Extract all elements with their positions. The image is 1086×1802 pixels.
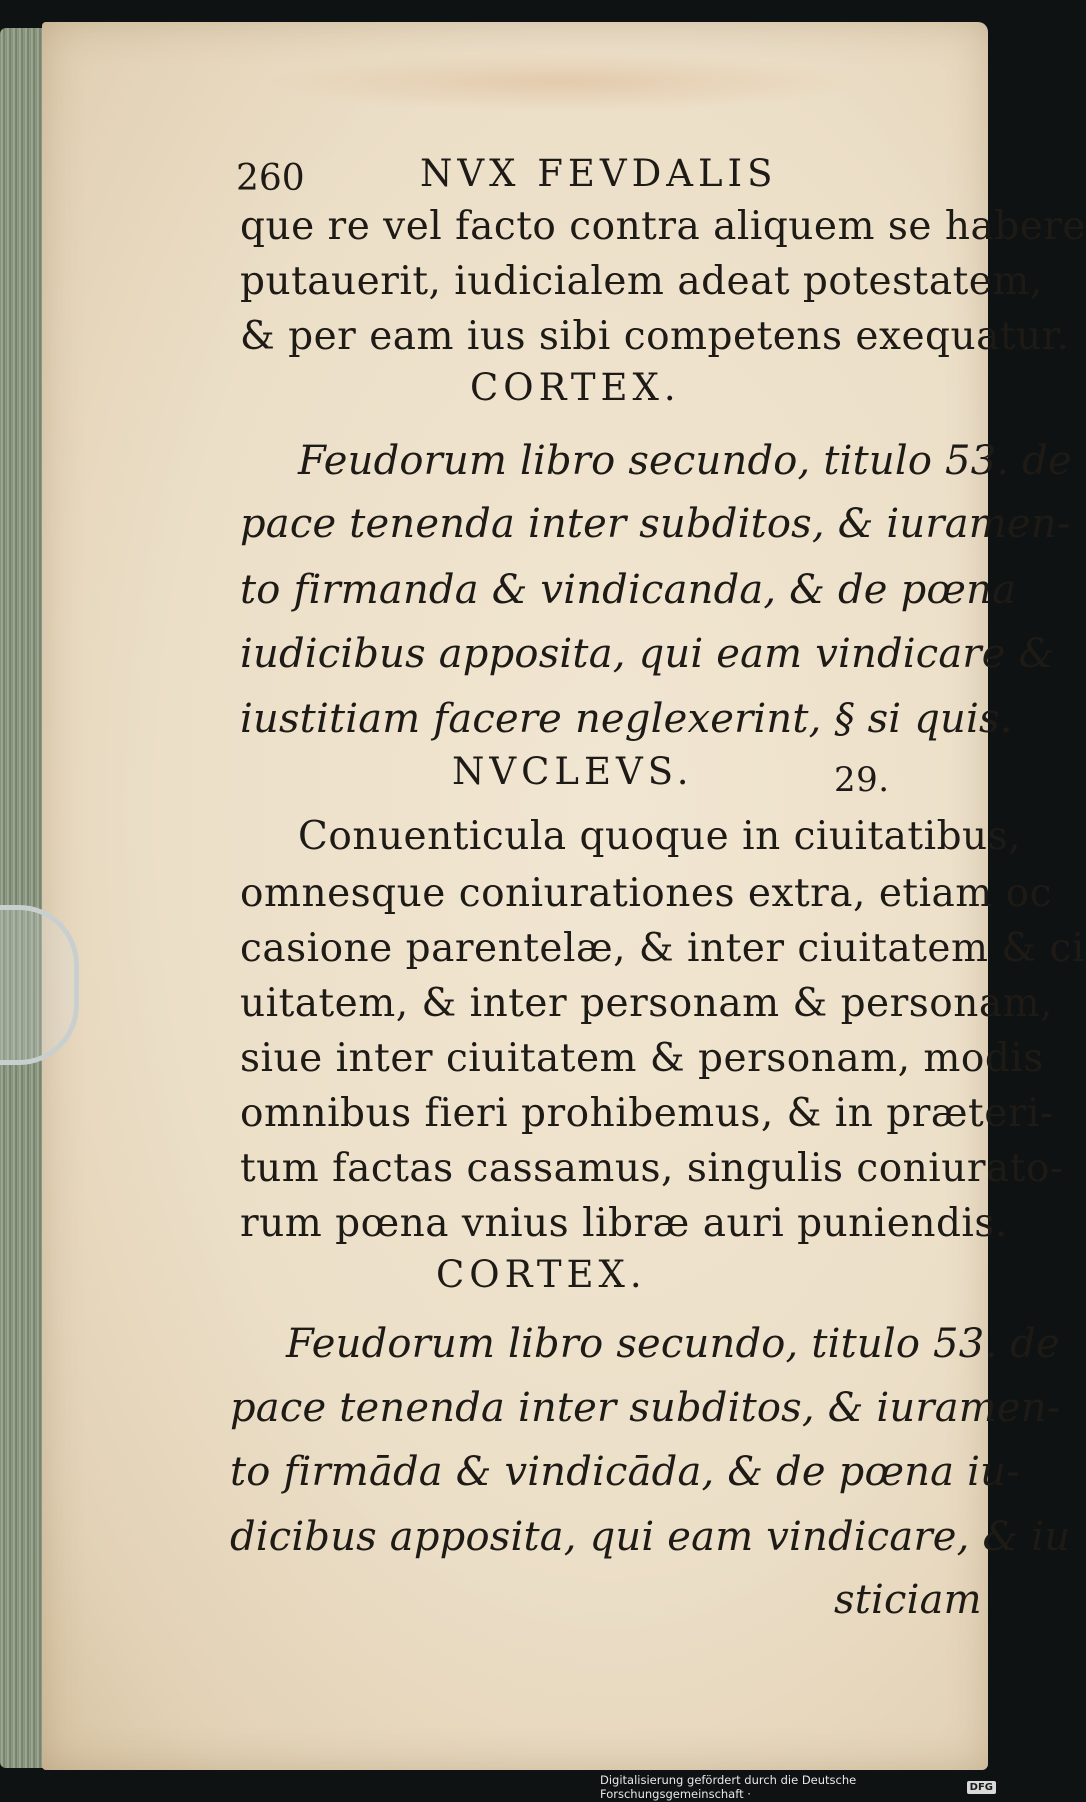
text-line: & per eam ius sibi competens exequatur.: [240, 314, 1070, 359]
text-line: to firmanda & vindicanda, & de pœna: [240, 567, 1017, 613]
digitization-credit: [600, 1773, 996, 1801]
text-line: to firmāda & vindicāda, & de pœna iu-: [230, 1449, 1020, 1495]
text-line: Feudorum libro secundo, titulo 53. de: [298, 438, 1072, 484]
running-title: NVX FEVDALIS: [420, 152, 778, 195]
section-heading-cortex: CORTEX.: [470, 366, 681, 409]
text-line: pace tenenda inter subditos, & iuramen-: [240, 501, 1071, 547]
text-line: omnibus fieri prohibemus, & in præteri-: [240, 1091, 1054, 1136]
section-heading-cortex: CORTEX.: [436, 1253, 647, 1296]
text-line: Feudorum libro secundo, titulo 53. de: [286, 1321, 1060, 1367]
credit-text: Digitalisierung gefördert durch die Deutsche Forschungsgemeinschaft ·: [600, 1773, 857, 1801]
section-heading-nucleus: NVCLEVS.: [452, 750, 694, 793]
catchword: sticiam: [834, 1577, 982, 1623]
text-line: que re vel facto contra aliquem se habere: [240, 204, 1086, 249]
page-number: 260: [236, 158, 305, 199]
text-line: rum pœna vnius libræ auri puniendis.: [240, 1201, 1008, 1246]
text-line: pace tenenda inter subditos, & iuramen-: [230, 1385, 1061, 1431]
text-line: Conuenticula quoque in ciuitatibus,: [298, 814, 1022, 859]
text-line: uitatem, & inter personam & personam,: [240, 981, 1054, 1026]
text-line: iudicibus apposita, qui eam vindicare &: [240, 631, 1055, 677]
text-line: siue inter ciuitatem & personam, modis: [240, 1036, 1044, 1081]
section-number: 29.: [834, 760, 890, 800]
text-line: casione parentelæ, & inter ciuitatem & ci: [240, 926, 1085, 971]
text-line: omnesque coniurationes extra, etiam oc: [240, 871, 1053, 916]
dfg-logo: DFG: [967, 1781, 996, 1794]
text-line: putauerit, iudicialem adeat potestatem,: [240, 259, 1043, 304]
text-line: iustitiam facere neglexerint, § si quis.: [240, 696, 1013, 742]
text-line: tum factas cassamus, singulis coniurato-: [240, 1146, 1064, 1191]
text-line: dicibus apposita, qui eam vindicare, & iu: [230, 1514, 1071, 1560]
